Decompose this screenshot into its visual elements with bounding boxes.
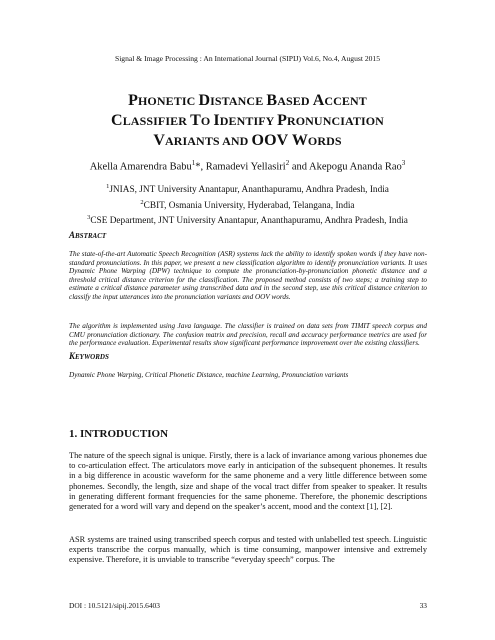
author-3: Akepogu Ananda Rao: [309, 161, 402, 173]
affiliation-1: $^1$JNIAS, JNT University Anantapur, Ananthapuramu, Andhra Pradesh, India: [106, 183, 389, 196]
affiliation-2: $^2$CBIT, Osmania University, Hyderabad, Telangana, India: [140, 198, 355, 211]
running-header: Signal & Image Processing : An International Journal (SIPIJ) Vol.6, No.4, August 2015: [114, 54, 381, 63]
author-1: Akella Amarendra Babu: [89, 161, 192, 173]
abstract-paragraph-2: The algorithm is implemented using Java language. The classifier is trained on data sets from TIMIT speech corpus and CMU pronunciation dictionary. The confusion matrix and precision, recall and accuracy performance metrics are used for the performance evaluation. Experimental results show significant performance improvement over the existing classifiers.: [69, 322, 427, 348]
author-2: Ramadevi Yellasiri: [205, 161, 286, 173]
abstract-paragraph-1: The state-of-the-art Automatic Speech Recognition (ASR) systems lack the ability to identify spoken words if they have non-standard pronunciations. In this paper, we present a new classification algorithm to identify pronunciation variants. It uses Dynamic Phone Warping (DPW) technique to compute the pronunciation-by-pronunciation phonetic distance and a threshold critical distance criterion for the classification. The proposed method consists of two steps; a training step to estimate a critical distance parameter using transcribed data and in the second step, use this critical distance criterion to classify the input utterances into the pronunciation variants and OOV words.: [69, 250, 427, 301]
keywords-text: Dynamic Phone Warping, Critical Phonetic Distance, machine Learning, Pronunciation variants: [69, 371, 349, 379]
introduction-paragraph-2: ASR systems are trained using transcribed speech corpus and tested with unlabelled test speech. Linguistic experts transcribe the corpus manually, which is time consuming, manpower intensive and extremely expensive. Therefore, it is unviable to transcribe “everyday speech” corpus. The: [69, 535, 427, 565]
affiliations: [30, 181, 465, 228]
introduction-heading: 1. INTRODUCTION: [69, 428, 169, 440]
title-line-3: VARIANTS AND OOV WORDS: [153, 132, 342, 149]
keywords-heading: KEYWORDS: [69, 351, 109, 361]
title-line-1: PHONETIC DISTANCE BASED ACCENT: [128, 92, 367, 109]
title-line-2: CLASSIFIER TO IDENTIFY PRONUNCIATION: [111, 112, 384, 129]
page-number: 33: [419, 601, 427, 610]
paper-title: [40, 91, 455, 151]
abstract-heading: ABSTRACT: [69, 230, 107, 240]
introduction-paragraph-1: The nature of the speech signal is unique. Firstly, there is a lack of invariance among various phonemes due to co-articulation effect. The articulators move early in anticipation of the subsequent phonemes. It results in a big difference in acoustic waveform for the same phoneme and a very little difference between some phonemes. Secondly, the length, size and shape of the vocal tract differ from speaker to speaker. It results in generating different formant frequencies for the same phoneme. Therefore, the phonemic descriptions generated for a word will vary and depend on the speaker’s accent, mood and the context [1], [2].: [69, 451, 427, 512]
author-list: Akella Amarendra Babu$^1$*, Ramadevi Yellasiri$^2$ and Akepogu Ananda Rao$^3$: [89, 159, 406, 173]
footer-doi: DOI : 10.5121/sipij.2015.6403: [69, 601, 160, 610]
affiliation-3: $^3$CSE Department, JNT University Anantapur, Ananthapuramu, Andhra Pradesh, India: [87, 214, 408, 227]
